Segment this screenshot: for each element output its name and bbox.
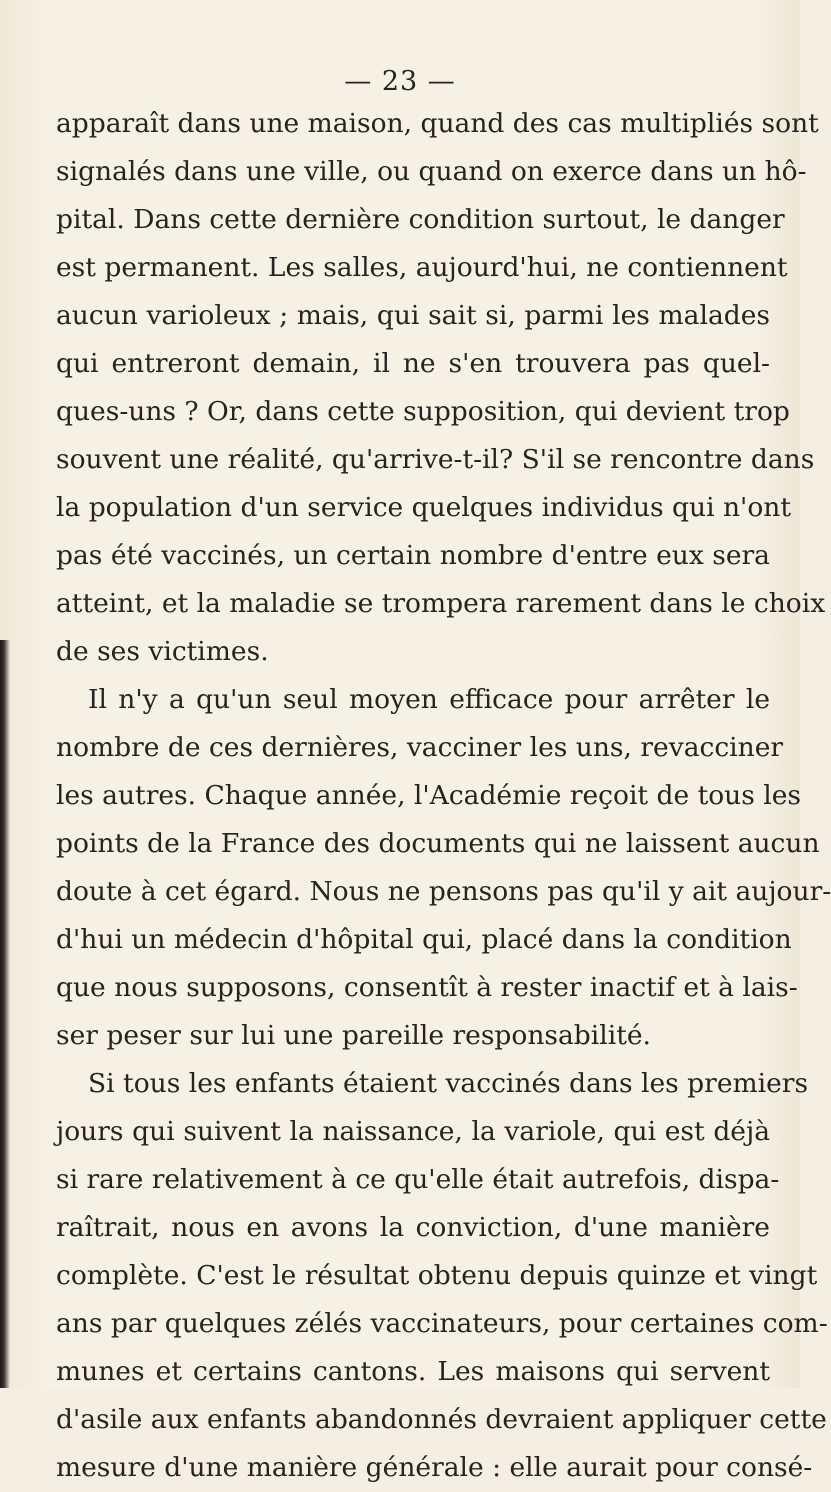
text-line: points de la France des documents qui ne laissent aucun <box>56 828 820 859</box>
text-line: jours qui suivent la naissance, la variole, qui est déjà <box>56 1116 770 1147</box>
text-line: aucun varioleux ; mais, qui sait si, parmi les malades <box>56 300 770 331</box>
text-line: Si tous les enfants étaient vaccinés dans les premiers <box>88 1068 809 1099</box>
text-line: Il n'y a qu'un seul moyen efficace pour arrêter le <box>88 684 770 715</box>
text-line: que nous supposons, consentît à rester inactif et à lais- <box>56 972 798 1003</box>
text-line: pital. Dans cette dernière condition surtout, le danger <box>56 204 785 235</box>
text-line: ans par quelques zélés vaccinateurs, pour certaines com- <box>56 1308 828 1339</box>
text-line: d'hui un médecin d'hôpital qui, placé dans la condition <box>56 924 792 955</box>
text-line: signalés dans une ville, ou quand on exerce dans un hô- <box>56 156 807 187</box>
text-line: si rare relativement à ce qu'elle était autrefois, dispa- <box>56 1164 780 1195</box>
text-line: est permanent. Les salles, aujourd'hui, ne contiennent <box>56 252 788 283</box>
text-line: nombre de ces dernières, vacciner les uns, revacciner <box>56 732 784 763</box>
page-binding-shadow <box>0 640 10 1388</box>
text-line: qui entreront demain, il ne s'en trouvera pas quel- <box>56 348 770 379</box>
text-line: d'asile aux enfants abandonnés devraient appliquer cette <box>56 1404 827 1435</box>
body-text <box>56 100 831 1492</box>
text-line: de ses victimes. <box>56 636 269 667</box>
text-line: ques-uns ? Or, dans cette supposition, qui devient trop <box>56 396 790 427</box>
text-line: apparaît dans une maison, quand des cas multipliés sont <box>56 108 819 139</box>
page-number: — 23 — <box>344 66 456 97</box>
text-line: souvent une réalité, qu'arrive-t-il? S'il se rencontre dans <box>56 444 815 475</box>
text-line: raîtrait, nous en avons la conviction, d'une manière <box>56 1212 770 1243</box>
text-line: la population d'un service quelques individus qui n'ont <box>56 492 791 523</box>
text-line: complète. C'est le résultat obtenu depuis quinze et vingt <box>56 1260 818 1291</box>
text-line: doute à cet égard. Nous ne pensons pas qu'il y ait aujour- <box>56 876 831 907</box>
text-line: pas été vaccinés, un certain nombre d'entre eux sera <box>56 540 770 571</box>
text-line: munes et certains cantons. Les maisons qui servent <box>56 1356 770 1387</box>
text-line: ser peser sur lui une pareille responsabilité. <box>56 1020 651 1051</box>
text-line: mesure d'une manière générale : elle aurait pour consé- <box>56 1452 813 1483</box>
text-line: atteint, et la maladie se trompera rarement dans le choix <box>56 588 826 619</box>
text-line: les autres. Chaque année, l'Académie reçoit de tous les <box>56 780 802 811</box>
